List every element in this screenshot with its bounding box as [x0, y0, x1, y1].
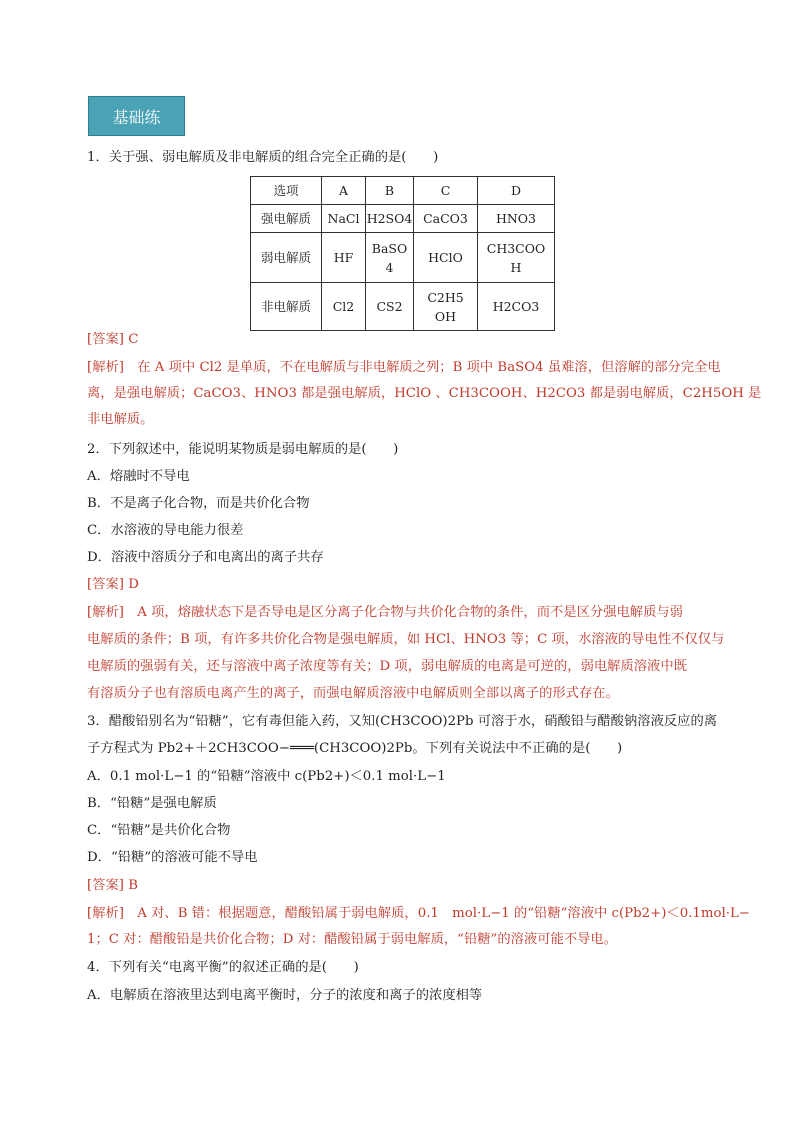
table-cell: 弱电解质 [251, 233, 322, 283]
table-cell: 强电解质 [251, 205, 322, 233]
table-cell: BaSO4 [366, 233, 414, 283]
q3-answer: [答案] B [87, 878, 138, 893]
table-header-cell: D [478, 177, 555, 205]
q3-option-c: C．“铅糖”是共价化合物 [87, 823, 231, 838]
q3-option-a: A．0.1 mol·L−1 的“铅糖”溶液中 c(Pb2+)＜0.1 mol·L−1 [87, 769, 446, 784]
q2-answer: [答案] D [87, 577, 139, 592]
table-cell: CaCO3 [414, 205, 478, 233]
table-cell: HF [322, 233, 366, 283]
q1-options-table [250, 176, 555, 331]
table-cell: Cl2 [322, 283, 366, 331]
q2-analysis-line: 电解质的强弱有关，还与溶液中离子浓度等有关；D 项，弱电解质的电离是可逆的，弱电解质溶液中既 [87, 659, 687, 674]
q2-analysis-line: [解析] A 项，熔融状态下是否导电是区分离子化合物与共价化合物的条件，而不是区分强电解质与弱 [87, 605, 683, 620]
q2-analysis-line: 有溶质分子也有溶质电离产生的离子，而强电解质溶液中电解质则全部以离子的形式存在。 [87, 686, 619, 701]
q3-analysis-line: 1；C 对：醋酸铅是共价化合物；D 对：醋酸铅属于弱电解质，“铅糖”的溶液可能不导电。 [87, 932, 618, 947]
q1-analysis-line: [解析] 在 A 项中 Cl2 是单质，不在电解质与非电解质之列；B 项中 BaSO4 虽难溶，但溶解的部分完全电 [87, 360, 721, 375]
q1-answer: [答案] C [87, 332, 139, 347]
q3-stem-line: 子方程式为 Pb2+＋2CH3COO−═══(CH3COO)2Pb。下列有关说法中不正确的是( ) [87, 741, 623, 756]
table-header-cell: B [366, 177, 414, 205]
table-cell: HClO [414, 233, 478, 283]
q4-stem: 4．下列有关“电离平衡”的叙述正确的是( ) [87, 960, 359, 975]
table-row [251, 283, 555, 331]
table-header-cell: C [414, 177, 478, 205]
q3-option-b: B．“铅糖”是强电解质 [87, 796, 217, 811]
q1-analysis-line: 非电解质。 [87, 412, 154, 427]
q3-analysis-line: [解析] A 对、B 错：根据题意，醋酸铅属于弱电解质，0.1 mol·L−1 的“铅糖”溶液中 c(Pb2+)＜0.1mol·L− [87, 906, 750, 921]
q3-option-d: D．“铅糖”的溶液可能不导电 [87, 850, 258, 865]
q3-stem-line: 3．醋酸铅别名为“铅糖”，它有毒但能入药，又知(CH3COO)2Pb 可溶于水，硝酸铅与醋酸钠溶液反应的离 [87, 714, 718, 729]
table-cell: 非电解质 [251, 283, 322, 331]
q1-stem: 1．关于强、弱电解质及非电解质的组合完全正确的是( ) [87, 150, 439, 165]
table-header-cell: A [322, 177, 366, 205]
table-row [251, 205, 555, 233]
table-cell: H2CO3 [478, 283, 555, 331]
q2-stem: 2．下列叙述中，能说明某物质是弱电解质的是( ) [87, 442, 399, 457]
table-cell: HNO3 [478, 205, 555, 233]
section-title-box [88, 96, 185, 136]
table-header-cell: 选项 [251, 177, 322, 205]
q2-option-b: B．不是离子化合物，而是共价化合物 [87, 496, 310, 511]
q2-option-d: D．溶液中溶质分子和电离出的离子共存 [87, 550, 324, 565]
table-row [251, 233, 555, 283]
q4-option-a: A．电解质在溶液里达到电离平衡时，分子的浓度和离子的浓度相等 [87, 988, 483, 1003]
q1-analysis-line: 离，是强电解质；CaCO3、HNO3 都是强电解质，HClO 、CH3COOH、H2CO3 都是弱电解质，C2H5OH 是 [87, 386, 762, 401]
table-cell: CS2 [366, 283, 414, 331]
table-cell: NaCl [322, 205, 366, 233]
table-cell: H2SO4 [366, 205, 414, 233]
q2-option-a: A．熔融时不导电 [87, 469, 190, 484]
table-cell: CH3COOH [478, 233, 555, 283]
q2-option-c: C．水溶液的导电能力很差 [87, 523, 244, 538]
section-title: 基础练 [112, 107, 161, 127]
table-cell: C2H5OH [414, 283, 478, 331]
q2-analysis-line: 电解质的条件；B 项，有许多共价化合物是强电解质，如 HCl、HNO3 等；C 项，水溶液的导电性不仅仅与 [87, 632, 725, 647]
